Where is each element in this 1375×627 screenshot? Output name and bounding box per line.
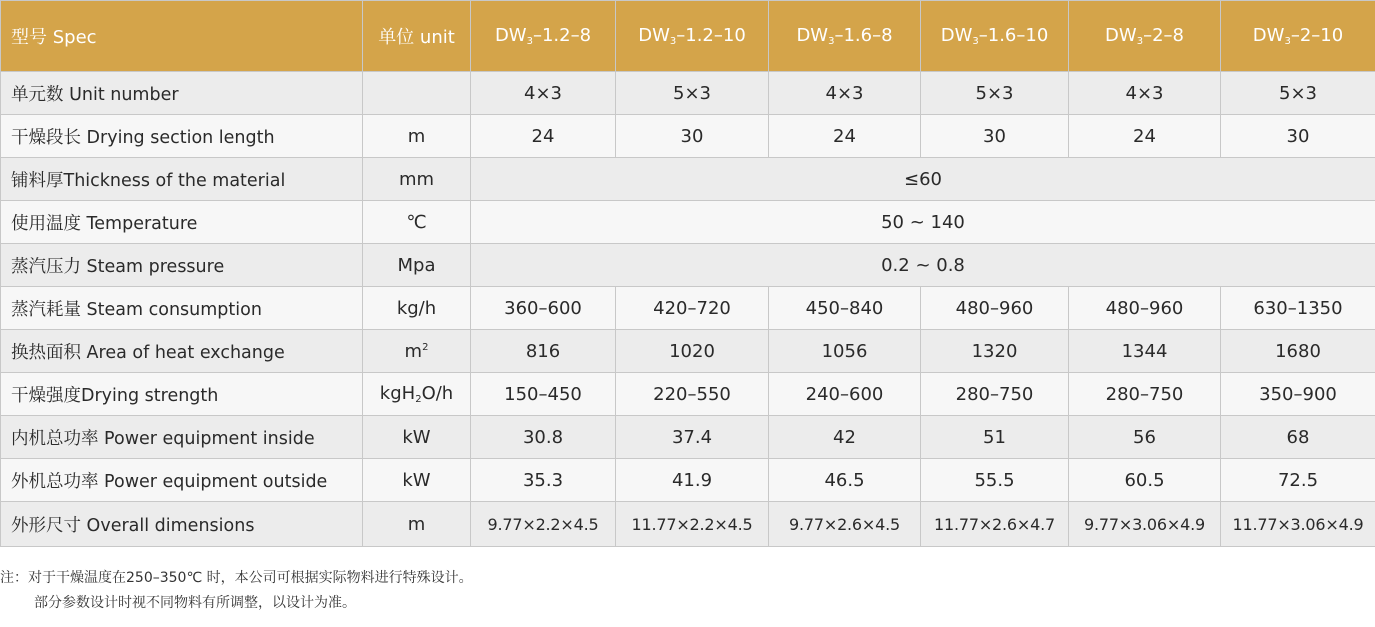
model-base: DW bbox=[940, 25, 973, 46]
table-row bbox=[1, 244, 1375, 287]
unit-subscript: 2 bbox=[415, 394, 422, 405]
cell-value: 24 bbox=[1069, 115, 1221, 158]
cell-value: 280–750 bbox=[1069, 373, 1221, 416]
row-unit bbox=[363, 244, 471, 287]
table-row bbox=[1, 158, 1375, 201]
model-suffix: –1.6–8 bbox=[834, 25, 893, 46]
model-subscript: 3 bbox=[828, 36, 835, 47]
merged-value: 0.2 ~ 0.8 bbox=[471, 244, 1375, 287]
cell-value: 360–600 bbox=[471, 287, 616, 330]
cell-value: 240–600 bbox=[769, 373, 921, 416]
cell-value: 480–960 bbox=[1069, 287, 1221, 330]
table-row bbox=[1, 373, 1375, 416]
row-unit bbox=[363, 72, 471, 115]
cell-value: 30 bbox=[921, 115, 1069, 158]
model-suffix: –1.6–10 bbox=[978, 25, 1049, 46]
header-model bbox=[1069, 1, 1221, 72]
cell-value: 630–1350 bbox=[1221, 287, 1375, 330]
row-label: 铺料厚Thickness of the material bbox=[1, 158, 363, 201]
model-suffix: –2–8 bbox=[1143, 25, 1184, 46]
row-label: 干燥强度Drying strength bbox=[1, 373, 363, 416]
row-label: 单元数 Unit number bbox=[1, 72, 363, 115]
cell-value: 1020 bbox=[616, 330, 769, 373]
model-subscript: 3 bbox=[972, 36, 979, 47]
table-row bbox=[1, 459, 1375, 502]
unit-text: m bbox=[407, 125, 426, 147]
cell-value: 11.77×3.06×4.9 bbox=[1221, 502, 1375, 547]
cell-value: 24 bbox=[769, 115, 921, 158]
row-label: 换热面积 Area of heat exchange bbox=[1, 330, 363, 373]
model-suffix: –1.2–8 bbox=[532, 25, 592, 46]
header-spec: 型号 Spec bbox=[1, 1, 363, 72]
row-unit bbox=[363, 330, 471, 373]
unit-tail: O/h bbox=[421, 383, 454, 404]
table-row bbox=[1, 416, 1375, 459]
row-unit bbox=[363, 502, 471, 547]
cell-value: 220–550 bbox=[616, 373, 769, 416]
cell-value: 280–750 bbox=[921, 373, 1069, 416]
model-base: DW bbox=[638, 25, 670, 46]
header-model bbox=[769, 1, 921, 72]
cell-value: 480–960 bbox=[921, 287, 1069, 330]
cell-value: 4×3 bbox=[471, 72, 616, 115]
unit-text: kW bbox=[402, 426, 431, 448]
row-label: 外机总功率 Power equipment outside bbox=[1, 459, 363, 502]
cell-value: 1680 bbox=[1221, 330, 1375, 373]
row-label: 蒸汽压力 Steam pressure bbox=[1, 244, 363, 287]
cell-value: 46.5 bbox=[769, 459, 921, 502]
cell-value: 11.77×2.6×4.7 bbox=[921, 502, 1069, 547]
model-subscript: 3 bbox=[669, 36, 677, 47]
row-label: 干燥段长 Drying section length bbox=[1, 115, 363, 158]
footnote bbox=[0, 566, 473, 616]
cell-value: 5×3 bbox=[921, 72, 1069, 115]
unit-text: m bbox=[404, 340, 423, 362]
model-base: DW bbox=[1105, 25, 1137, 46]
row-unit bbox=[363, 459, 471, 502]
row-label: 蒸汽耗量 Steam consumption bbox=[1, 287, 363, 330]
cell-value: 350–900 bbox=[1221, 373, 1375, 416]
cell-value: 420–720 bbox=[616, 287, 769, 330]
table-row bbox=[1, 115, 1375, 158]
table-body bbox=[1, 72, 1375, 547]
cell-value: 37.4 bbox=[616, 416, 769, 459]
cell-value: 1344 bbox=[1069, 330, 1221, 373]
cell-value: 450–840 bbox=[769, 287, 921, 330]
table-row bbox=[1, 201, 1375, 244]
merged-value: 50 ~ 140 bbox=[471, 201, 1375, 244]
cell-value: 9.77×3.06×4.9 bbox=[1069, 502, 1221, 547]
cell-value: 30 bbox=[616, 115, 769, 158]
cell-value: 150–450 bbox=[471, 373, 616, 416]
header-model bbox=[616, 1, 769, 72]
footnote-line-1: 注：对于干燥温度在250–350℃ 时，本公司可根据实际物料进行特殊设计。 bbox=[0, 570, 473, 586]
model-base: DW bbox=[494, 25, 527, 46]
footnote-line-2: 部分参数设计时视不同物料有所调整，以设计为准。 bbox=[34, 595, 356, 611]
cell-value: 30 bbox=[1221, 115, 1375, 158]
unit-text: kg/h bbox=[396, 297, 437, 319]
row-label: 内机总功率 Power equipment inside bbox=[1, 416, 363, 459]
header-row bbox=[1, 1, 1375, 72]
cell-value: 41.9 bbox=[616, 459, 769, 502]
unit-text: ℃ bbox=[406, 211, 427, 233]
header-model bbox=[471, 1, 616, 72]
row-unit bbox=[363, 158, 471, 201]
row-unit bbox=[363, 373, 471, 416]
unit-text: Mpa bbox=[397, 254, 436, 276]
model-subscript: 3 bbox=[1284, 36, 1291, 47]
model-base: DW bbox=[796, 25, 829, 46]
cell-value: 9.77×2.2×4.5 bbox=[471, 502, 616, 547]
header-unit: 单位 unit bbox=[363, 1, 471, 72]
model-subscript: 3 bbox=[526, 36, 533, 47]
unit-superscript: 2 bbox=[422, 341, 429, 353]
cell-value: 55.5 bbox=[921, 459, 1069, 502]
table-row bbox=[1, 72, 1375, 115]
cell-value: 4×3 bbox=[1069, 72, 1221, 115]
cell-value: 72.5 bbox=[1221, 459, 1375, 502]
cell-value: 5×3 bbox=[1221, 72, 1375, 115]
cell-value: 51 bbox=[921, 416, 1069, 459]
header-model bbox=[921, 1, 1069, 72]
cell-value: 35.3 bbox=[471, 459, 616, 502]
model-suffix: –2–10 bbox=[1290, 25, 1344, 46]
model-subscript: 3 bbox=[1136, 36, 1144, 47]
table-row bbox=[1, 330, 1375, 373]
cell-value: 68 bbox=[1221, 416, 1375, 459]
cell-value: 60.5 bbox=[1069, 459, 1221, 502]
table-row bbox=[1, 287, 1375, 330]
unit-text: kW bbox=[402, 469, 431, 491]
unit-text: kgH bbox=[379, 383, 416, 404]
cell-value: 5×3 bbox=[616, 72, 769, 115]
cell-value: 11.77×2.2×4.5 bbox=[616, 502, 769, 547]
unit-text: m bbox=[407, 513, 426, 535]
merged-value: ≤60 bbox=[471, 158, 1375, 201]
row-unit bbox=[363, 201, 471, 244]
cell-value: 24 bbox=[471, 115, 616, 158]
table-row bbox=[1, 502, 1375, 547]
unit-text: mm bbox=[398, 168, 435, 190]
row-unit bbox=[363, 115, 471, 158]
model-base: DW bbox=[1252, 25, 1285, 46]
row-unit bbox=[363, 416, 471, 459]
model-suffix: –1.2–10 bbox=[676, 25, 746, 46]
header-model bbox=[1221, 1, 1375, 72]
cell-value: 9.77×2.6×4.5 bbox=[769, 502, 921, 547]
row-label: 外形尺寸 Overall dimensions bbox=[1, 502, 363, 547]
row-label: 使用温度 Temperature bbox=[1, 201, 363, 244]
cell-value: 56 bbox=[1069, 416, 1221, 459]
cell-value: 42 bbox=[769, 416, 921, 459]
cell-value: 1320 bbox=[921, 330, 1069, 373]
cell-value: 1056 bbox=[769, 330, 921, 373]
cell-value: 30.8 bbox=[471, 416, 616, 459]
cell-value: 816 bbox=[471, 330, 616, 373]
cell-value: 4×3 bbox=[769, 72, 921, 115]
row-unit bbox=[363, 287, 471, 330]
